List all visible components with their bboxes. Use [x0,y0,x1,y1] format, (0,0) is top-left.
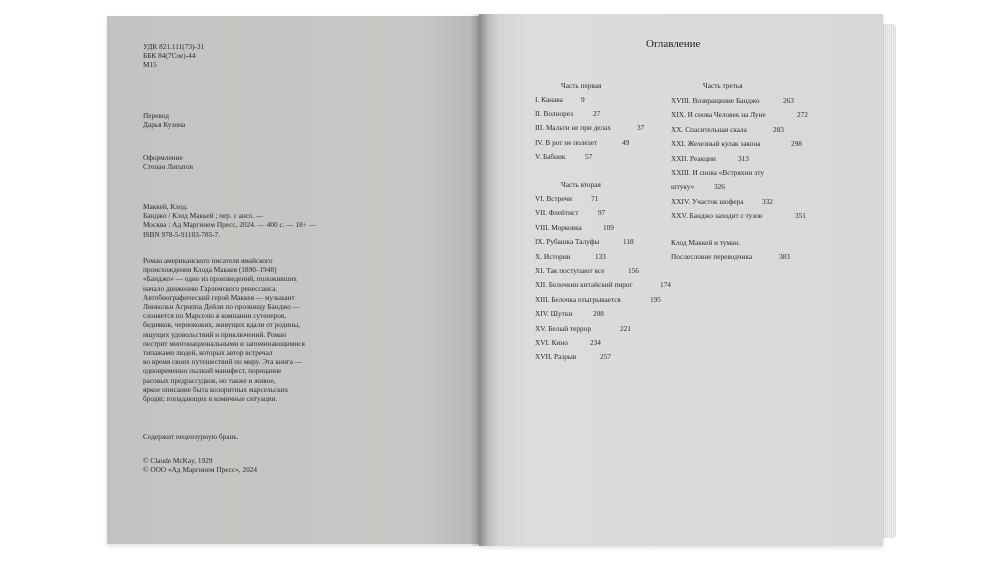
toc-entry-title: IX. Рубашка Талуфы [535,237,600,247]
toc-entry-page: 156 [628,266,639,275]
toc-entry [535,251,606,261]
toc-entry-title: XVIII. Возвращение Банджо [671,96,760,105]
annotation-line: Роман американского писателя ямайского [143,256,273,265]
annotation-line: начало движению Гарлемского ренессанса. [143,283,278,293]
annotation-line: Линкольн Агриппа Дейли по прозвищу Банджо — [143,302,301,312]
toc-entry [535,208,606,218]
toc-entry-page: 208 [593,309,604,319]
annotation-line: ищущих удовольствий и приключений. Роман [143,329,287,339]
toc-entry [671,96,794,105]
toc-entry-page: 49 [622,137,630,147]
annotation-line: Автобиографический герой Маккея — музыкант [143,292,295,302]
copyright-line: © ООО «Ад Маргинем Пресс», 2024 [143,465,258,475]
toc-entry-title: XI. Так поступают все [535,266,605,275]
toc-entry [671,153,749,163]
annotation-line: яркое описание быта колоритных марсельских [143,384,289,394]
toc-entry-page: 71 [591,194,599,203]
toc-entry-page: 383 [779,252,790,262]
toc-entry-page: 133 [595,251,606,261]
profanity-note: Содержит нецензурную брань. [143,432,239,441]
toc-entry-page: 118 [623,237,634,247]
translation-label: Перевод [143,111,169,120]
toc-entry [535,294,661,304]
toc-entry-title: XX. Спасительная скала [671,124,747,134]
toc-entry [535,338,601,347]
annotation-line: одновременно пылкий манифест, порицание [143,366,282,376]
designer-name: Степан Липатов [143,162,194,172]
right-page [479,14,883,546]
toc-entry-title: XIV. Шутки [535,309,573,319]
toc-entry-page: 9 [581,95,585,104]
toc-entry-page: 298 [791,139,802,149]
toc-entry-title: XXIV. Участок шофера [671,196,744,206]
toc-entry [671,252,790,262]
toc-entry-title: штуку» [671,182,695,192]
classification-codes [143,42,204,70]
toc-entry [535,323,631,333]
toc-entry-title: IV. В рот не полезет [535,137,598,147]
toc-entry-title: II. Волнорез [535,109,573,119]
toc-entry [535,222,614,232]
toc-entry-page: 272 [797,110,808,120]
annotation-line: бродяг, попадающих в комичные ситуации. [143,394,278,404]
design-credit [143,153,193,171]
left-page [107,16,479,544]
toc-entry [535,280,671,290]
toc-entry-page: 195 [650,294,661,304]
toc-entry-page: 234 [590,338,601,347]
toc-entry-page: 97 [598,208,606,218]
toc-entry [535,266,639,275]
toc-entry [535,352,611,362]
toc-entry-title: V. Бабник [535,151,566,161]
toc-entry [671,182,725,192]
annotation-line: слоняется по Марселю в компании сутенеров, [143,311,287,321]
toc-entry-title: XIX. И снова Человек на Луне [671,110,766,120]
toc-entry-page: 257 [600,352,611,362]
udk-code: УДК 821.111(73)-31 [143,42,205,51]
toc-entry-title: III. Мальти не при делах [535,123,612,133]
toc-entry-title: X. Истории [535,251,571,261]
toc-entry-page: 332 [762,196,773,206]
toc-entry [535,123,645,133]
annotation-line: во время своих путешествий по миру. Эта книга — [143,357,303,367]
toc-entry-page: 313 [738,153,749,163]
translation-credit [143,111,185,129]
part-heading: Часть первая [561,81,602,90]
biblio-line: Маккей, Клод. [143,202,188,211]
design-label: Оформление [143,153,183,162]
toc-entry-title: XXV. Банджо заходит с тузов [671,211,763,221]
toc-entry-title: I. Канава [535,95,563,104]
toc-entry [671,139,802,149]
toc-entry [535,194,599,203]
toc-entry [671,168,764,177]
toc-entry-page: 351 [795,211,806,221]
toc-entry [535,137,630,147]
biblio-line: Москва : Ад Маргинем Пресс, 2024. — 400 с. — 18+ — [143,220,316,230]
biblio-line: ISBN 978-5-91103-785-7. [143,229,221,239]
toc-entry [535,309,604,319]
toc-entry [535,237,634,247]
toc-entry-title: VIII. Морковка [535,222,582,232]
toc-entry-title: XXI. Железный кулак закона [671,139,761,149]
author-mark: М15 [143,60,157,70]
profanity-note-block [143,432,239,441]
translator-name: Дарья Кузина [143,120,186,130]
toc-entry-page: 174 [660,280,671,290]
annotation-line: расовых предрассудков, но также и живое, [143,375,276,385]
annotation-line: «Банджо» — одно из произведений, положивших [143,274,297,284]
part-heading: Часть вторая [561,180,601,189]
annotation-line: типажами людей, которых автор встречал [143,348,273,358]
toc-entry [671,124,784,134]
toc-entry [535,95,585,104]
toc-entry-title: XII. Белочкин китайский пирог [535,280,633,290]
toc-entry-title: XV. Белый террор [535,323,591,333]
toc-entry-page: 326 [714,182,725,192]
annotation-line: бедняков, чернокожих, живущих вдали от родины, [143,320,300,330]
bbk-code: ББК 84(7Сое)-44 [143,51,196,61]
toc-entry [671,110,808,120]
toc-entry-page: 57 [585,151,593,161]
toc-entry-page: 27 [593,109,601,119]
toc-entry-title: VI. Встречи [535,194,573,203]
annotation [143,256,305,403]
copyright-line: © Claude McKay, 1929 [143,456,213,465]
toc-entry-title: XVII. Разрыв [535,352,577,362]
toc-entry-page: 37 [637,123,645,133]
toc-entry-page: 283 [773,124,784,134]
toc-entry-title: XVI. Кино [535,338,568,347]
bibliographic-record [143,202,316,239]
part-heading: Часть третья [703,81,743,90]
toc-entry-title: XXIII. И снова «Встряхни эту [671,168,764,177]
biblio-line: Банджо / Клод Маккей ; пер. с англ. — [143,211,264,221]
toc-entry [535,109,601,119]
toc-entry-page: 221 [620,323,631,333]
copyright-block [143,456,257,474]
toc-entry-title: VII. Флейтист [535,208,579,218]
toc-entry-title: Клод Маккей и туман. [671,238,740,247]
toc-entry [671,196,773,206]
gutter-shadow [470,14,488,546]
toc-title: Оглавление [646,38,701,50]
toc-entry-title: Послесловие переводчика [671,252,753,262]
toc-entry [671,211,806,221]
toc-entry-page: 263 [783,96,794,105]
annotation-line: происхождения Клода Маккея (1890–1948) [143,265,277,275]
annotation-line: пестрит многонациональными и запоминающимися [143,338,305,348]
toc-entry-title: XIII. Белочка отыгрывается [535,294,621,304]
toc-entry-page: 109 [603,222,614,232]
toc-entry [671,238,740,247]
toc-entry-title: XXII. Реакции [671,153,716,163]
toc-entry [535,151,593,161]
